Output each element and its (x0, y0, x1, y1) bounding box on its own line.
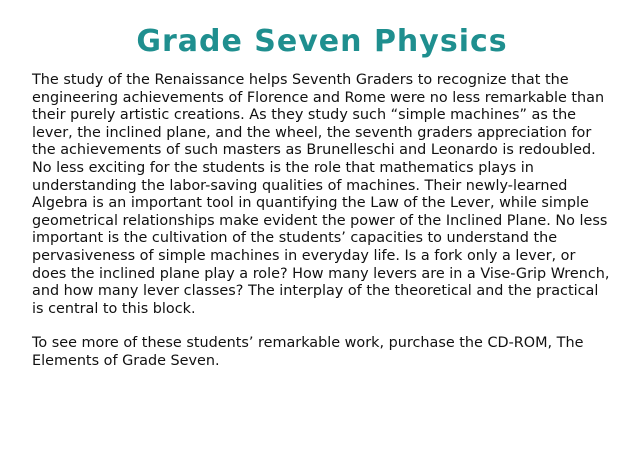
intro-paragraph: The study of the Renaissance helps Seventh Graders to recognize that the engineering achievements of Florence and Rome were no less remarkable than their purely artistic creations. As they study such “simple machines” as the lever, the inclined plane, and the wheel, the seventh graders appreciation for the achievements of such masters as Brunelleschi and Leonardo is redoubled. No less exciting for the students is the role that mathematics plays in understanding the labor-saving qualities of machines. Their newly-learned Algebra is an important tool in quantifying the Law of the Lever, while simple geometrical relationships make evident the power of the Inclined Plane. No less important is the cultivation of the students’ capacities to understand the pervasiveness of simple machines in everyday life. Is a fork only a lever, or does the inclined plane play a role? How many levers are in a Vise-Grip Wrench, and how many lever classes? The interplay of the theoretical and the practical is central to this block. (32, 72, 610, 317)
purchase-paragraph: To see more of these students’ remarkable work, purchase the CD-ROM, The Elements of Grade Seven. (32, 335, 584, 369)
page-title: Grade Seven Physics (136, 24, 508, 59)
